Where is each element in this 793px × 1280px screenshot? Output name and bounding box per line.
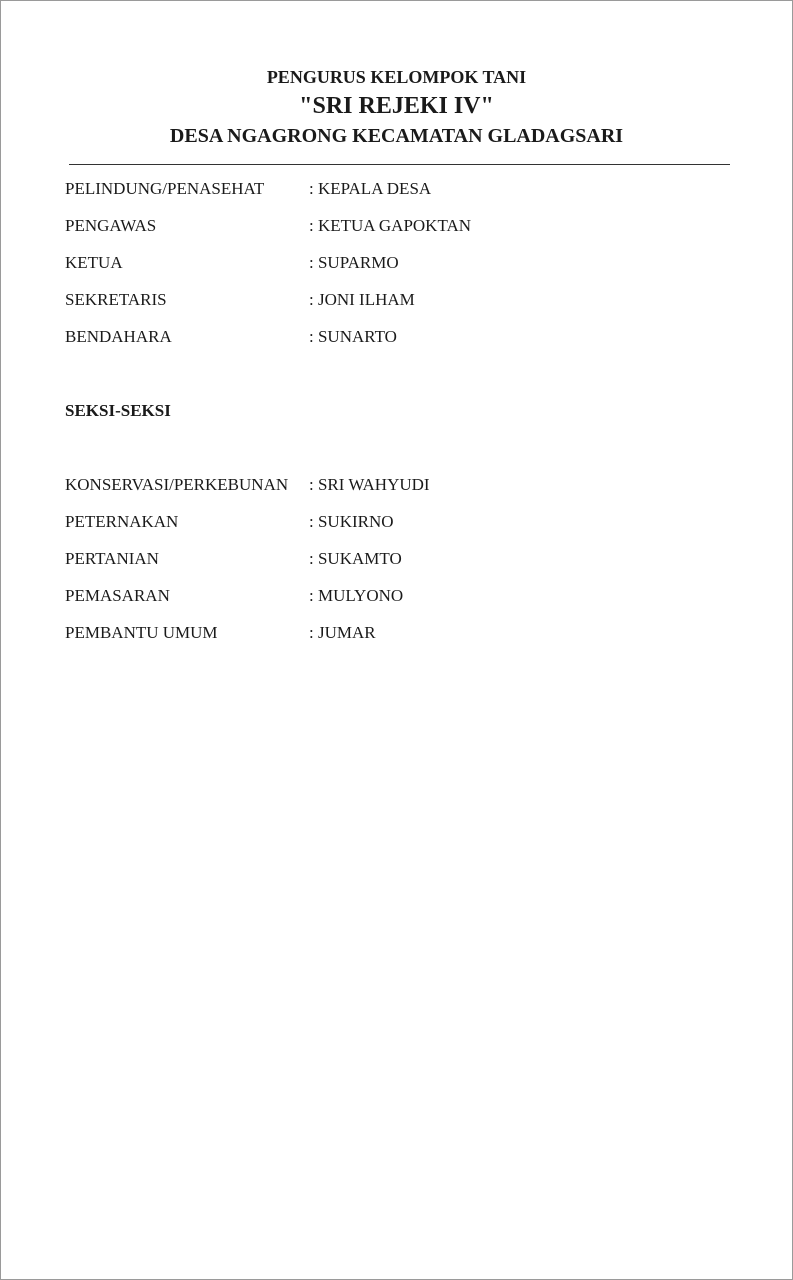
section-role: PETERNAKAN bbox=[65, 512, 179, 531]
officer-name: : KETUA GAPOKTAN bbox=[309, 216, 472, 235]
section-row bbox=[65, 473, 665, 510]
officer-name: : SUPARMO bbox=[309, 253, 399, 272]
document-header bbox=[1, 65, 792, 149]
section-row bbox=[65, 547, 665, 584]
section-row bbox=[65, 621, 665, 658]
officer-role: PELINDUNG/PENASEHAT bbox=[65, 179, 265, 198]
officer-row bbox=[65, 251, 665, 288]
officer-role: KETUA bbox=[65, 253, 123, 272]
officer-row bbox=[65, 214, 665, 251]
officer-row bbox=[65, 177, 665, 214]
sections-heading: SEKSI-SEKSI bbox=[65, 401, 171, 420]
header-group-name: "SRI REJEKI IV" bbox=[299, 93, 494, 119]
officer-row bbox=[65, 288, 665, 325]
sections-list bbox=[65, 473, 665, 658]
section-role: PERTANIAN bbox=[65, 549, 159, 568]
officer-row bbox=[65, 325, 665, 362]
header-org-type: PENGURUS KELOMPOK TANI bbox=[266, 67, 527, 87]
officer-name: : KEPALA DESA bbox=[309, 179, 432, 198]
section-name: : JUMAR bbox=[309, 623, 376, 642]
officer-name: : SUNARTO bbox=[309, 327, 397, 346]
section-role: PEMASARAN bbox=[65, 586, 170, 605]
officer-role: PENGAWAS bbox=[65, 216, 157, 235]
header-location: DESA NGAGRONG KECAMATAN GLADAGSARI bbox=[169, 125, 624, 147]
section-name: : SRI WAHYUDI bbox=[309, 475, 430, 494]
section-row bbox=[65, 584, 665, 621]
officer-role: SEKRETARIS bbox=[65, 290, 167, 309]
section-name: : SUKIRNO bbox=[309, 512, 394, 531]
officer-name: : JONI ILHAM bbox=[309, 290, 415, 309]
officers-list bbox=[65, 177, 665, 362]
section-role: PEMBANTU UMUM bbox=[65, 623, 218, 642]
section-name: : SUKAMTO bbox=[309, 549, 402, 568]
officer-role: BENDAHARA bbox=[65, 327, 172, 346]
section-name: : MULYONO bbox=[309, 586, 404, 605]
header-divider bbox=[69, 164, 730, 165]
section-row bbox=[65, 510, 665, 547]
section-role: KONSERVASI/PERKEBUNAN bbox=[65, 475, 289, 494]
